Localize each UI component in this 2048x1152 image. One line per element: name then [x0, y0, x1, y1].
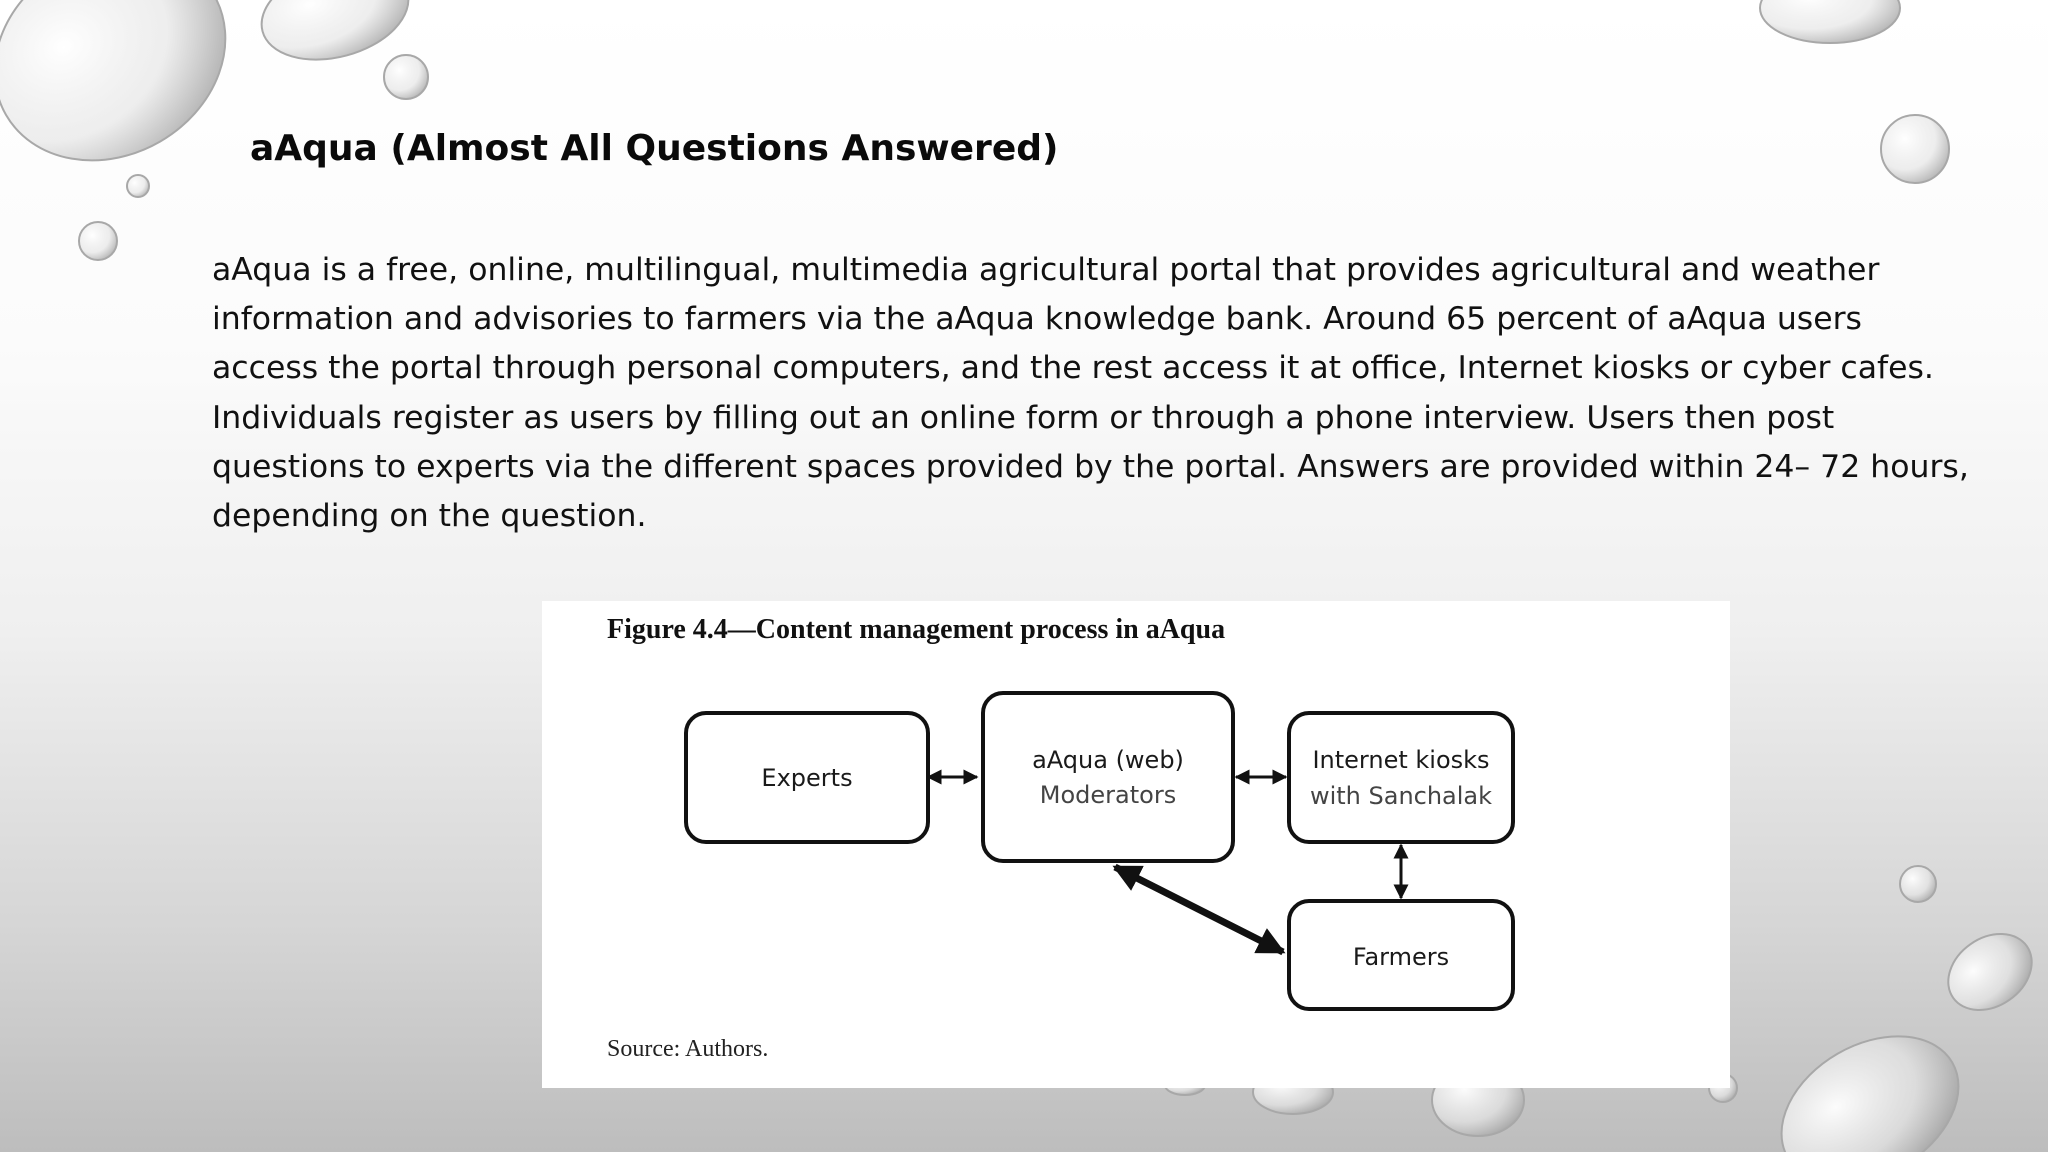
figure-source: Source: Authors. — [607, 1036, 769, 1062]
node-farmers-label: Farmers — [1352, 943, 1450, 971]
node-kiosks-sublabel: with Sanchalak — [1309, 782, 1493, 810]
node-aaqua — [983, 693, 1233, 861]
node-experts-label: Experts — [761, 764, 853, 792]
slide-title: aAqua (Almost All Questions Answered) — [250, 128, 1059, 169]
figure-caption: Figure 4.4—Content management process in aAqua — [607, 614, 1226, 645]
node-experts — [686, 713, 928, 842]
node-aaqua-label: aAqua (web) — [1032, 746, 1184, 774]
node-aaqua-sublabel: Moderators — [1039, 781, 1177, 809]
edge-aaqua-farmers — [1115, 867, 1283, 952]
figure-content-management — [542, 601, 1730, 1088]
body-paragraph: aAqua is a free, online, multilingual, multimedia agricultural portal that provides agricultural and weather information and advisories to farmers via the aAqua knowledge bank. Around 65 percent of aAqua users access the portal through personal computers, and the rest access it at office, Internet kiosks or cyber cafes. Individuals register as users by filling out an online form or through a phone interview. Users then post questions to experts via the different spaces provided by the portal. Answers are provided within 24– 72 hours, depending on the question. — [212, 252, 1969, 535]
node-kiosks-label: Internet kiosks — [1312, 746, 1490, 774]
node-kiosks — [1289, 713, 1513, 842]
process-diagram — [542, 601, 1730, 1088]
node-farmers — [1289, 901, 1513, 1009]
